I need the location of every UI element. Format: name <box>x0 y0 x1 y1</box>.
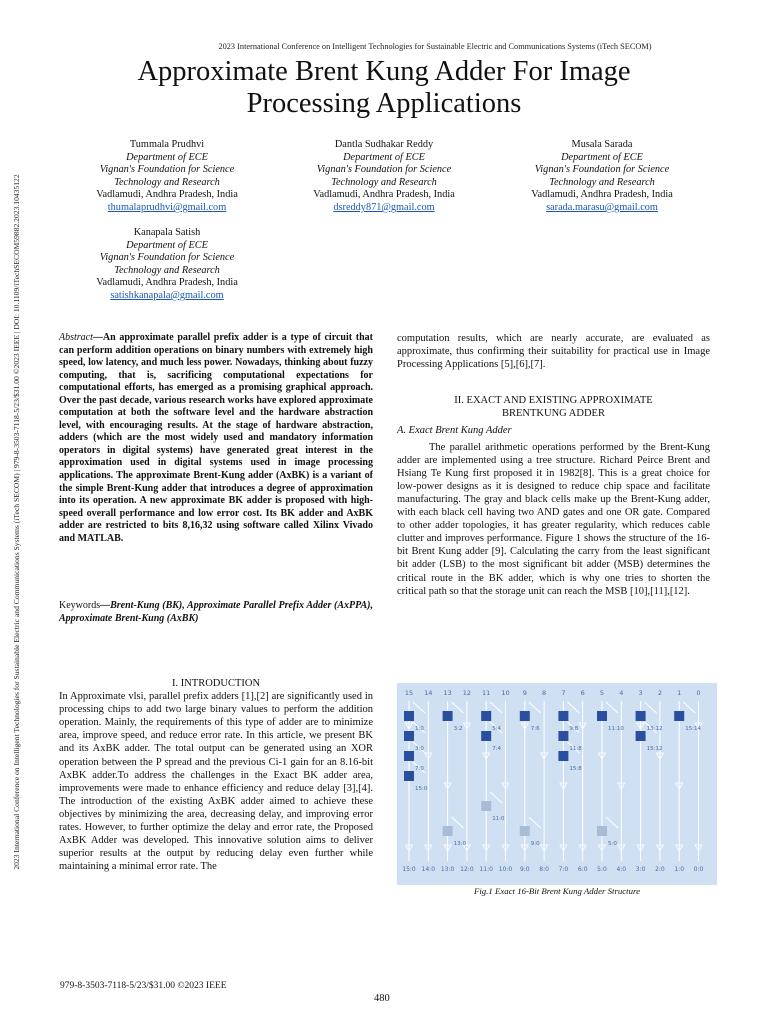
keywords-text: —Brent-Kung (BK), Approximate Parallel Prefix Adder (AxPPA), Approximate Brent-Kung (AxBK) <box>59 600 373 624</box>
author-name: Kanapala Satish <box>133 227 201 238</box>
section-heading: BRENTKUNG ADDER <box>502 408 605 420</box>
author-name: Tummala Prudhvi <box>129 139 205 150</box>
cell-label: 9:8 <box>569 726 579 732</box>
keywords <box>59 600 373 625</box>
author-inst: Technology and Research <box>331 176 437 188</box>
author-block <box>67 227 267 303</box>
author-block <box>67 139 267 215</box>
bottom-label: 15:0 <box>402 866 416 873</box>
author-inst: Technology and Research <box>114 264 220 276</box>
cell-label: 13:12 <box>646 726 663 732</box>
top-label: 13 <box>443 689 452 697</box>
black-cell <box>558 751 568 761</box>
black-cell <box>636 731 646 741</box>
top-label: 15 <box>404 689 414 697</box>
cell-label: 11:0 <box>492 816 505 822</box>
bottom-label: 4:0 <box>616 866 627 873</box>
black-cell <box>520 711 530 721</box>
cell-label: 3:2 <box>453 726 463 732</box>
author-dept: Department of ECE <box>343 151 425 163</box>
black-cell <box>597 711 607 721</box>
cell-label: 15:8 <box>569 766 582 772</box>
author-block <box>502 139 702 215</box>
author-email-link[interactable]: satishkanapala@gmail.com <box>110 289 224 301</box>
top-label: 10 <box>501 689 510 697</box>
author-dept: Department of ECE <box>126 151 208 163</box>
abstract-label: Abstract <box>59 332 93 343</box>
page-number: 480 <box>374 993 390 1004</box>
bottom-label: 6:0 <box>577 866 588 873</box>
top-label: 14 <box>424 689 433 697</box>
author-location: Vadlamudi, Andhra Pradesh, India <box>531 189 673 201</box>
abstract-text: —An approximate parallel prefix adder is a type of circuit that can perform addition operations on binary numbers with extremely high speed, low latency, and much less power. Nowadays, thinking about fuzzy computing, that is, sacrificing computational expectations for computational efforts, has emerged as a promising graphical approach. Over the past decade, various research works have explored approximate computation at both the software level and the hardware abstraction level, with encouraging results. At the stage of hardware abstraction, adders (which are the most widely used and mandatory information operators in digital systems) have generated great interest in the approximation used in digital systems used in image processing applications. The approximate Brent-Kung adder (AxBK) is a variant of the simple Brent-Kung adder that introduces a degree of approximation into its operation. A new approximate BK adder is proposed with high-speed overall performance and low error cost. Its BK adder and AxBK adder are restricted to bits 8,16,32 using software called Xilinx Vivado and MATLAB. <box>59 332 373 544</box>
cell-label: 3:0 <box>415 746 424 752</box>
author-inst: Vignan's Foundation for Science <box>534 164 670 176</box>
section-heading: II. EXACT AND EXISTING APPROXIMATE <box>454 395 653 407</box>
top-label: 12 <box>462 689 472 697</box>
right-column <box>397 332 710 598</box>
cell-label: 7:4 <box>492 746 502 752</box>
top-label: 6 <box>580 689 585 697</box>
cell-label: 5:0 <box>608 841 617 847</box>
paper-title <box>80 56 688 120</box>
bottom-label: 9:0 <box>519 866 530 873</box>
author-inst: Vignan's Foundation for Science <box>99 164 235 176</box>
top-label: 5 <box>599 689 605 697</box>
black-cell <box>404 771 414 781</box>
author-inst: Vignan's Foundation for Science <box>99 252 235 264</box>
top-label: 11 <box>482 689 491 697</box>
author-dept: Department of ECE <box>126 239 208 251</box>
bottom-label: 10:0 <box>498 866 513 873</box>
figure-caption: Fig.1 Exact 16-Bit Brent Kung Adder Structure <box>473 886 641 896</box>
gray-cell <box>597 826 607 836</box>
black-cell <box>558 731 568 741</box>
cell-label: 15:14 <box>685 726 702 732</box>
sidebar-doi: 2023 International Conference on Intelligent Technologies for Sustainable Electric and Communications Systems (iTech SECOM) | 979-8-3503-7118-5/23/$31.00 ©2023 IEEE | DOI: 10.1109/iTechSECOM59882.2023.10435122 <box>12 174 21 870</box>
cell-label: 15:0 <box>415 786 428 792</box>
keywords-label: Keywords <box>59 600 101 611</box>
section-heading: I. INTRODUCTION <box>171 678 261 689</box>
author-email-link[interactable]: sarada.marasu@gmail.com <box>546 201 658 213</box>
intro-paragraph: In Approximate vlsi, parallel prefix adders [1],[2] are significantly used in processing chips to add two large binary values to perform the addition operation. Mainly, the requirements of this type of adder are to minimize area, improve speed, and reduce error rate. In this article, we present BK and its AxBK adder. The total output can be generated using an XOR operation between the P spread and the previous Ci-1 gain for an 8.16-bit AxBK adder.To address the challenges in the Exact BK adder area, improvements were made to enhance efficiency and reduce delay [3],[4]. The introduction of the existing AxBK adder aimed to achieve these objectives by minimizing the area, decreasing delay, and improving error rates. However, to further optimize the delay and error rate, the Proposed AxBK Adder was developed. This innovative solution aims to deliver superior results at the output by reducing delay even further while maintaining a minimal error rate. The <box>59 691 373 873</box>
author-inst: Technology and Research <box>114 176 220 188</box>
bottom-label: 14:0 <box>421 866 436 873</box>
bottom-label: 5:0 <box>597 866 607 873</box>
introduction-section <box>59 677 373 873</box>
black-cell <box>404 711 414 721</box>
cell-label: 1:0 <box>415 726 424 732</box>
title-line-2: Processing Applications <box>246 88 522 119</box>
author-dept: Department of ECE <box>561 151 643 163</box>
black-cell <box>404 751 414 761</box>
author-location: Vadlamudi, Andhra Pradesh, India <box>96 277 238 289</box>
author-email-link[interactable]: dsreddy871@gmail.com <box>333 201 435 213</box>
author-location: Vadlamudi, Andhra Pradesh, India <box>313 189 455 201</box>
top-label: 1 <box>677 689 682 697</box>
top-label: 7 <box>561 689 566 697</box>
cell-label: 5:4 <box>492 726 502 732</box>
author-location: Vadlamudi, Andhra Pradesh, India <box>96 189 238 201</box>
bottom-label: 2:0 <box>655 866 665 873</box>
author-block <box>284 139 484 215</box>
bottom-label: 11:0 <box>479 866 493 873</box>
bottom-label: 12:0 <box>460 866 474 873</box>
author-email-link[interactable]: thumalaprudhvi@gmail.com <box>107 201 227 213</box>
bottom-label: 0:0 <box>693 866 704 873</box>
black-cell <box>404 731 414 741</box>
black-cell <box>636 711 646 721</box>
cell-label: 15:12 <box>646 746 663 752</box>
bottom-label: 8:0 <box>539 866 549 873</box>
gray-cell <box>443 826 453 836</box>
top-label: 2 <box>657 689 662 697</box>
black-cell <box>558 711 568 721</box>
author-name: Musala Sarada <box>571 139 633 150</box>
gray-cell <box>520 826 530 836</box>
title-line-1: Approximate Brent Kung Adder For Image <box>137 56 631 87</box>
bottom-label: 13:0 <box>440 866 455 873</box>
top-label: 4 <box>619 689 624 697</box>
black-cell <box>674 711 684 721</box>
top-label: 8 <box>542 689 547 697</box>
black-cell <box>443 711 453 721</box>
cell-label: 7:0 <box>415 766 424 772</box>
abstract <box>59 332 373 545</box>
right-top-paragraph: computation results, which are nearly accurate, are evaluated as approximate, thus confirming their suitability for practical use in Image Processing Applications [5],[6],[7]. <box>397 333 710 371</box>
bottom-label: 7:0 <box>558 866 569 873</box>
author-name: Dantla Sudhakar Reddy <box>334 139 434 150</box>
figure-brent-kung-diagram <box>397 683 717 885</box>
cell-label: 9:0 <box>530 841 540 847</box>
cell-label: 13:0 <box>453 841 466 847</box>
top-label: 9 <box>522 689 527 697</box>
bottom-label: 3:0 <box>635 866 646 873</box>
gray-cell <box>481 801 491 811</box>
top-label: 3 <box>638 689 643 697</box>
cell-label: 7:6 <box>530 726 540 732</box>
author-inst: Technology and Research <box>549 176 655 188</box>
cell-label: 11:10 <box>608 726 624 732</box>
black-cell <box>481 731 491 741</box>
footer-copyright: 979-8-3503-7118-5/23/$31.00 ©2023 IEEE <box>60 981 227 991</box>
black-cell <box>481 711 491 721</box>
section2-paragraph: The parallel arithmetic operations performed by the Brent-Kung adder are implemented using a tree structure. Richard Peirce Brent and Hsiang Te Kung first proposed it in 1982[8]. This is a great choice for low-power designs as it is designed to reduce chip space and facilitate manufacturing. The gray and black cells make up the Brent-Kung adder, with each black cell having two AND gates and one OR gate. Compared to other adder topologies, it has greater regularity, which reduces cable clutter and improves performance. Figure 1 shows the structure of the 16-bit Brent Kung adder [9]. Calculating the carry from the least significant bit adder (LSB) to the most significant bit adder (MSB) determines the critical route in the BK adder, which is why one tries to shorten the critical path so that the storage unit can reach the MSB [10],[11],[12]. <box>397 441 710 597</box>
cell-label: 11:8 <box>569 746 582 752</box>
bottom-label: 1:0 <box>674 866 685 873</box>
top-label: 0 <box>696 689 701 697</box>
conference-header: 2023 International Conference on Intelligent Technologies for Sustainable Electric and Communications Systems (iTech SECOM) <box>218 42 652 51</box>
subsection-heading: A. Exact Brent Kung Adder <box>397 425 512 437</box>
author-inst: Vignan's Foundation for Science <box>316 164 452 176</box>
